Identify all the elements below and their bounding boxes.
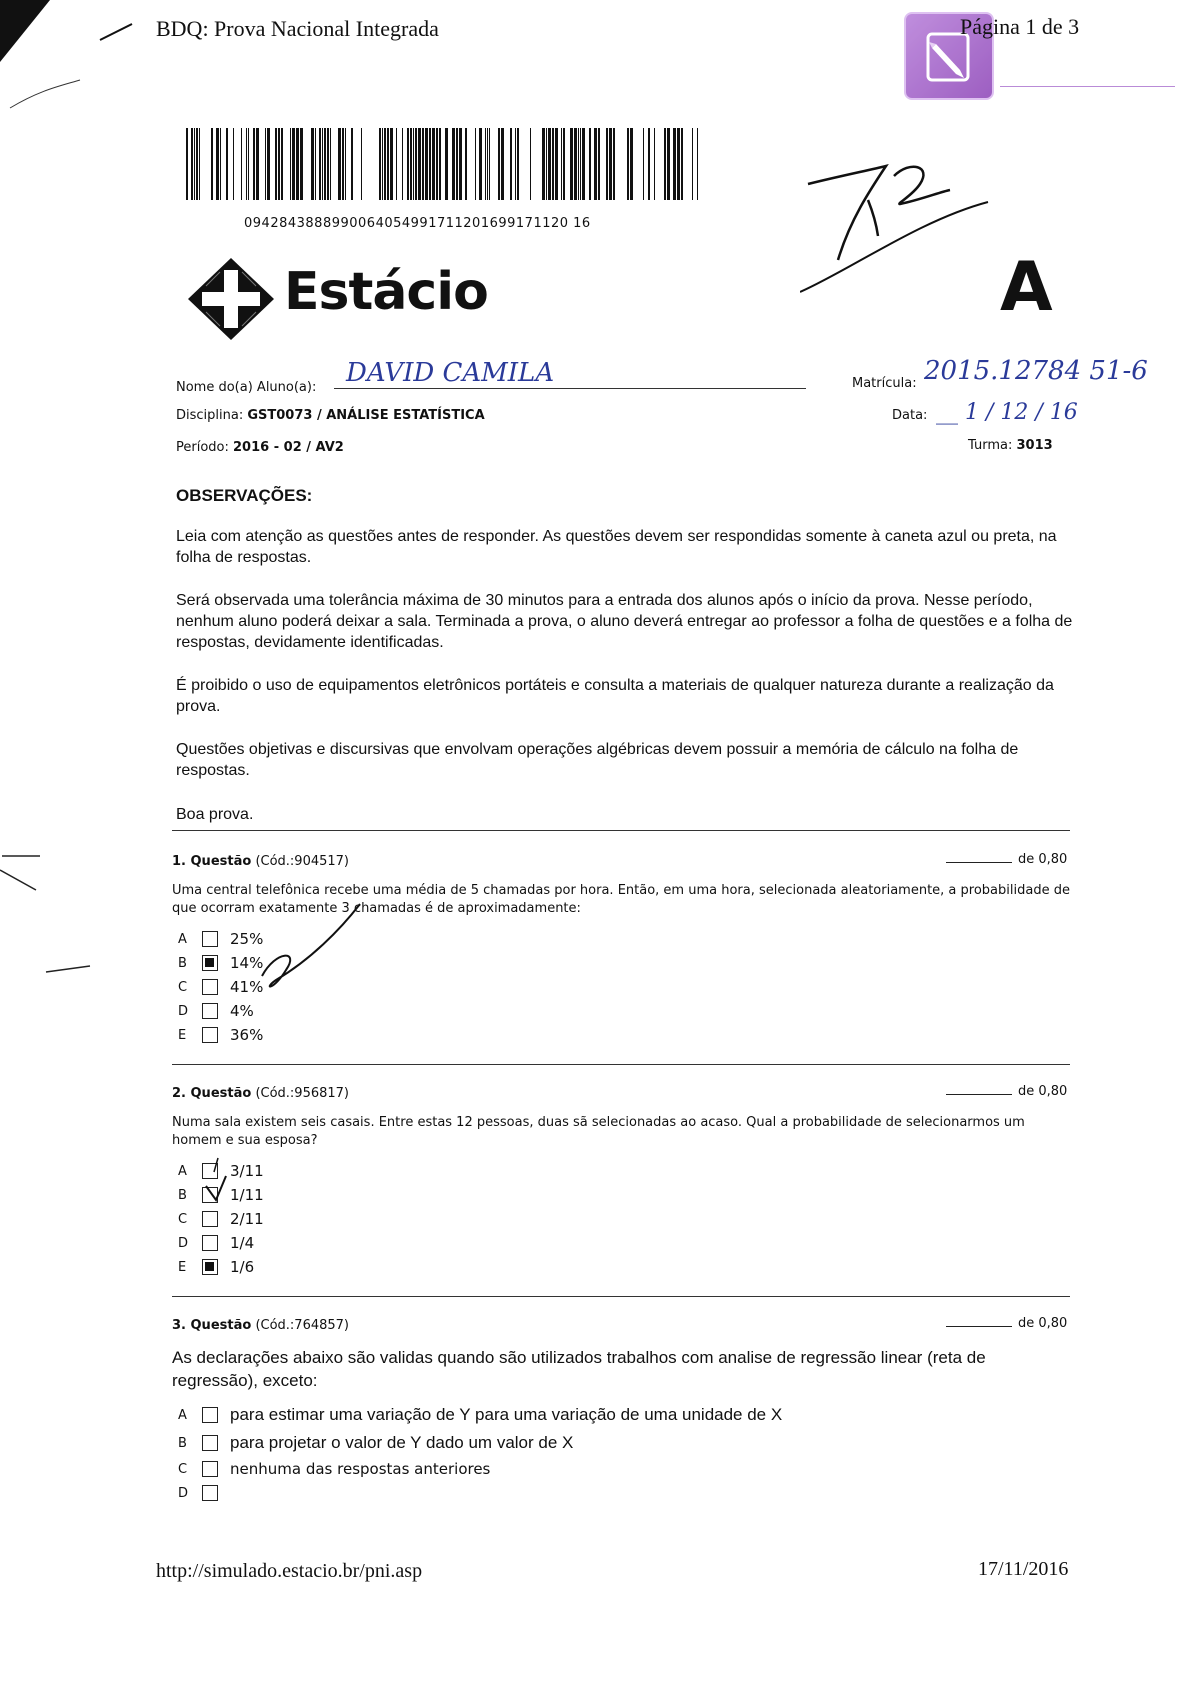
question-1-header <box>172 854 349 869</box>
barcode-bar <box>402 128 403 200</box>
barcode-bar <box>489 128 490 200</box>
barcode-bar <box>475 128 476 200</box>
periodo-value: 2016 - 02 / AV2 <box>233 440 344 455</box>
option-text: 14% <box>230 954 264 972</box>
name-value: DAVID CAMILA <box>346 358 555 388</box>
question-2-score-text: de 0,80 <box>1018 1084 1068 1099</box>
question-3-code: (Cód.:764857) <box>255 1318 350 1333</box>
option-checkbox[interactable] <box>202 1187 218 1203</box>
barcode-bar <box>415 128 417 200</box>
barcode-bar <box>580 128 581 200</box>
barcode-bar <box>425 128 428 200</box>
question-2-option-b[interactable] <box>178 1184 264 1206</box>
name-underline <box>334 388 806 389</box>
option-checkbox[interactable] <box>202 1003 218 1019</box>
option-letter: D <box>178 1485 189 1501</box>
barcode-bar <box>643 128 644 200</box>
barcode-bar <box>452 128 455 200</box>
option-checkbox[interactable] <box>202 1259 218 1275</box>
question-2-option-e[interactable] <box>178 1256 254 1278</box>
barcode-bar <box>630 128 633 200</box>
barcode-bar <box>548 128 551 200</box>
turma-value: 3013 <box>1016 438 1053 453</box>
barcode-bar <box>319 128 321 200</box>
barcode-bar <box>330 128 331 200</box>
barcode-bar <box>673 128 676 200</box>
question-2-number: 2. Questão <box>172 1086 252 1101</box>
question-3-number: 3. Questão <box>172 1318 252 1333</box>
barcode-bar <box>390 128 393 200</box>
barcode-bar <box>563 128 565 200</box>
estacio-logo-text: Estácio <box>284 262 488 322</box>
option-checkbox[interactable] <box>202 1235 218 1251</box>
barcode-bar <box>379 128 381 200</box>
barcode-bar <box>418 128 421 200</box>
barcode-bar <box>233 128 234 200</box>
barcode-bar <box>552 128 554 200</box>
option-letter: B <box>178 1435 187 1451</box>
section-divider <box>172 1064 1070 1065</box>
barcode-bar <box>598 128 600 200</box>
barcode-bar <box>609 128 612 200</box>
barcode-number: 0942843888990064054991711201699171120 16 <box>244 216 591 231</box>
option-letter: D <box>178 1003 189 1019</box>
barcode-bar <box>589 128 591 200</box>
question-1-option-a[interactable] <box>178 928 263 950</box>
observation-paragraph: Será observada uma tolerância máxima de 30 minutos para a entrada dos alunos após o início da prova. Nesse período, nenhum aluno poderá deixar a sala. Terminada a prova, o aluno deverá entregar ao professor a folha de questões e a folha de respostas, devidamente identificadas. <box>176 592 1073 651</box>
barcode-bar <box>324 128 326 200</box>
exam-version-letter: A <box>1000 248 1053 327</box>
handwritten-score-text: 7,2 <box>800 140 802 141</box>
scan-scratch <box>100 24 132 40</box>
matricula-label: Matrícula: <box>852 376 917 391</box>
barcode-bar <box>542 128 545 200</box>
barcode-bar <box>413 128 414 200</box>
option-text: 2/11 <box>230 1210 264 1228</box>
question-1-option-b[interactable] <box>178 952 263 974</box>
option-letter: A <box>178 1163 187 1179</box>
option-text: 1/6 <box>230 1258 255 1276</box>
disciplina-label-text: Disciplina: <box>176 408 244 423</box>
barcode-bar <box>311 128 314 200</box>
barcode-bar <box>432 128 435 200</box>
option-text: 25% <box>230 930 264 948</box>
barcode-bar <box>226 128 228 200</box>
barcode-bar <box>648 128 650 200</box>
section-divider <box>172 830 1070 831</box>
barcode-bar <box>594 128 597 200</box>
barcode-bar <box>627 128 629 200</box>
question-3-option-a[interactable] <box>178 1404 782 1426</box>
barcode-bar <box>211 128 213 200</box>
barcode-bar <box>265 128 266 200</box>
header-rule <box>1000 86 1175 87</box>
option-letter: E <box>178 1259 187 1275</box>
option-text: para estimar uma variação de Y para uma variação de uma unidade de X <box>230 1405 783 1424</box>
barcode-bar <box>697 128 698 200</box>
header-title: BDQ: Prova Nacional Integrada <box>156 16 439 41</box>
barcode-bar <box>530 128 531 200</box>
barcode-bar <box>196 128 198 200</box>
barcode-bar <box>613 128 615 200</box>
footer-url: http://simulado.estacio.br/pni.asp <box>156 1560 423 1582</box>
barcode-bar <box>422 128 424 200</box>
barcode-bar <box>278 128 280 200</box>
question-1-option-e[interactable] <box>178 1024 263 1046</box>
barcode-bar <box>296 128 299 200</box>
option-checkbox[interactable] <box>202 1485 218 1501</box>
barcode-bar <box>382 128 383 200</box>
barcode-bar <box>275 128 277 200</box>
question-3-option-c[interactable] <box>178 1458 490 1480</box>
option-checkbox[interactable] <box>202 1461 218 1477</box>
barcode-bar <box>410 128 412 200</box>
turma-label <box>968 438 1053 453</box>
option-text: 3/11 <box>230 1162 264 1180</box>
barcode-bar <box>246 128 247 200</box>
barcode-bar <box>582 128 585 200</box>
option-text: 36% <box>230 1026 264 1044</box>
data-label: Data: <box>892 408 928 423</box>
barcode-bar <box>479 128 482 200</box>
barcode-bar <box>546 128 547 200</box>
page-indicator: Página 1 de 3 <box>960 14 1080 39</box>
option-checkbox[interactable] <box>202 1407 218 1423</box>
barcode-bar <box>241 128 242 200</box>
barcode-bar <box>459 128 462 200</box>
scan-scratch <box>10 80 80 108</box>
barcode-bar <box>664 128 666 200</box>
barcode-bar <box>555 128 558 200</box>
barcode-bar <box>445 128 448 200</box>
barcode-bar <box>570 128 573 200</box>
footer-date: 17/11/2016 <box>978 1558 1069 1580</box>
option-text: 1/11 <box>230 1186 264 1204</box>
question-1-code: (Cód.:904517) <box>255 854 350 869</box>
question-1-number: 1. Questão <box>172 854 252 869</box>
option-text: 4% <box>230 1002 254 1020</box>
barcode-bar <box>194 128 195 200</box>
option-letter: B <box>178 955 187 971</box>
question-2-score <box>946 1084 1067 1099</box>
barcode-bar <box>681 128 683 200</box>
barcode-bar <box>578 128 579 200</box>
option-text: 1/4 <box>230 1234 255 1252</box>
barcode-bar <box>396 128 397 200</box>
barcode-bar <box>199 128 200 200</box>
question-3-option-d[interactable] <box>178 1482 230 1504</box>
data-value: __ 1 / 12 / 16 <box>936 400 1078 425</box>
barcode-bar <box>351 128 353 200</box>
observation-paragraph: Leia com atenção as questões antes de responder. As questões devem ser respondidas somente à caneta azul ou preta, na folha de respostas. <box>176 528 1057 566</box>
barcode-bar <box>429 128 431 200</box>
barcode-bar <box>487 128 488 200</box>
option-letter: C <box>178 1461 188 1477</box>
option-text: 41% <box>230 978 264 996</box>
barcode-bar <box>485 128 486 200</box>
question-1-text: Uma central telefônica recebe uma média de 5 chamadas por hora. Então, em uma hora, selecionada aleatoriamente, a probabilidade de que ocorram exatamente 3 chamadas é de aproximadamente: <box>172 883 1070 916</box>
question-1-score <box>946 852 1067 867</box>
periodo-label-text: Período: <box>176 440 229 455</box>
barcode-bar <box>387 128 389 200</box>
observation-paragraph: Boa prova. <box>176 806 254 823</box>
question-2-option-d[interactable] <box>178 1232 254 1254</box>
barcode-bar <box>345 128 346 200</box>
barcode-bar <box>300 128 303 200</box>
barcode-bar <box>253 128 255 200</box>
scan-scratch <box>0 856 90 972</box>
barcode-bar <box>361 128 362 200</box>
question-3-option-b[interactable] <box>178 1432 573 1454</box>
option-letter: A <box>178 1407 187 1423</box>
barcode-bar <box>220 128 221 200</box>
barcode-bar <box>692 128 693 200</box>
barcode-bar <box>191 128 193 200</box>
barcode-bar <box>436 128 438 200</box>
option-letter: A <box>178 931 187 947</box>
option-text: para projetar o valor de Y dado um valor de X <box>230 1433 574 1452</box>
question-3-header <box>172 1318 349 1333</box>
question-3-score <box>946 1316 1067 1331</box>
barcode-bar <box>498 128 500 200</box>
barcode-bar <box>216 128 219 200</box>
barcode-bar <box>281 128 283 200</box>
option-letter: C <box>178 979 188 995</box>
option-checkbox[interactable] <box>202 979 218 995</box>
question-1-option-c[interactable] <box>178 976 263 998</box>
barcode-bar <box>667 128 670 200</box>
option-checkbox[interactable] <box>202 1211 218 1227</box>
question-1-option-d[interactable] <box>178 1000 254 1022</box>
option-letter: D <box>178 1235 189 1251</box>
option-checkbox[interactable] <box>202 1027 218 1043</box>
barcode-bar <box>256 128 259 200</box>
barcode-bar <box>465 128 467 200</box>
barcode-bar <box>439 128 441 200</box>
barcode-image <box>186 128 698 200</box>
question-2-header <box>172 1086 349 1101</box>
barcode-bar <box>574 128 577 200</box>
barcode-bar <box>561 128 562 200</box>
barcode-bar <box>517 128 519 200</box>
barcode-bar <box>327 128 329 200</box>
option-checkbox[interactable] <box>202 1435 218 1451</box>
barcode-bar <box>248 128 249 200</box>
option-letter: E <box>178 1027 187 1043</box>
observations-title: OBSERVAÇÕES: <box>176 486 313 505</box>
turma-label-text: Turma: <box>968 438 1013 453</box>
barcode-bar <box>384 128 386 200</box>
question-2-code: (Cód.:956817) <box>255 1086 350 1101</box>
option-letter: B <box>178 1187 187 1203</box>
barcode-bar <box>456 128 458 200</box>
matricula-value: 2015.12784 51-6 <box>924 356 1148 386</box>
barcode-bar <box>501 128 504 200</box>
barcode-bar <box>515 128 516 200</box>
disciplina-label <box>176 408 485 423</box>
periodo-label <box>176 440 344 455</box>
barcode-bar <box>342 128 344 200</box>
observation-paragraph: Questões objetivas e discursivas que envolvam operações algébricas devem possuir a memória de cálculo na folha de respostas. <box>176 741 1019 779</box>
barcode-bar <box>654 128 655 200</box>
question-3-score-text: de 0,80 <box>1018 1316 1068 1331</box>
option-checkbox[interactable] <box>202 955 218 971</box>
option-letter: C <box>178 1211 188 1227</box>
question-2-text: Numa sala existem seis casais. Entre estas 12 pessoas, duas sã selecionadas ao acaso. Qual a probabilidade de selecionarmos um homem e sua esposa? <box>172 1115 1025 1148</box>
disciplina-value: GST0073 / ANÁLISE ESTATÍSTICA <box>247 408 485 423</box>
barcode-bar <box>315 128 316 200</box>
scan-corner-mark <box>0 0 50 62</box>
barcode-bar <box>267 128 270 200</box>
barcode-bar <box>322 128 323 200</box>
name-label: Nome do(a) Aluno(a): <box>176 380 317 395</box>
barcode-bar <box>606 128 608 200</box>
option-text: nenhuma das respostas anteriores <box>230 1460 491 1478</box>
question-2-option-c[interactable] <box>178 1208 264 1230</box>
question-3-text: As declarações abaixo são validas quando são utilizados trabalhos com analise de regressão linear (reta de regressão), exceto: <box>172 1348 986 1390</box>
observation-paragraph: É proibido o uso de equipamentos eletrônicos portáteis e consulta a materiais de qualquer natureza durante a realização da prova. <box>176 677 1054 715</box>
barcode-bar <box>677 128 680 200</box>
barcode-bar <box>292 128 295 200</box>
question-2-option-a[interactable] <box>178 1160 264 1182</box>
barcode-bar <box>290 128 291 200</box>
estacio-logo-icon <box>186 256 276 342</box>
handwritten-grade <box>800 140 1000 300</box>
barcode-bar <box>407 128 409 200</box>
option-checkbox[interactable] <box>202 931 218 947</box>
option-checkbox[interactable] <box>202 1163 218 1179</box>
barcode-bar <box>338 128 341 200</box>
question-1-score-text: de 0,80 <box>1018 852 1068 867</box>
barcode-bar <box>510 128 512 200</box>
barcode-bar <box>186 128 188 200</box>
section-divider <box>172 1296 1070 1297</box>
